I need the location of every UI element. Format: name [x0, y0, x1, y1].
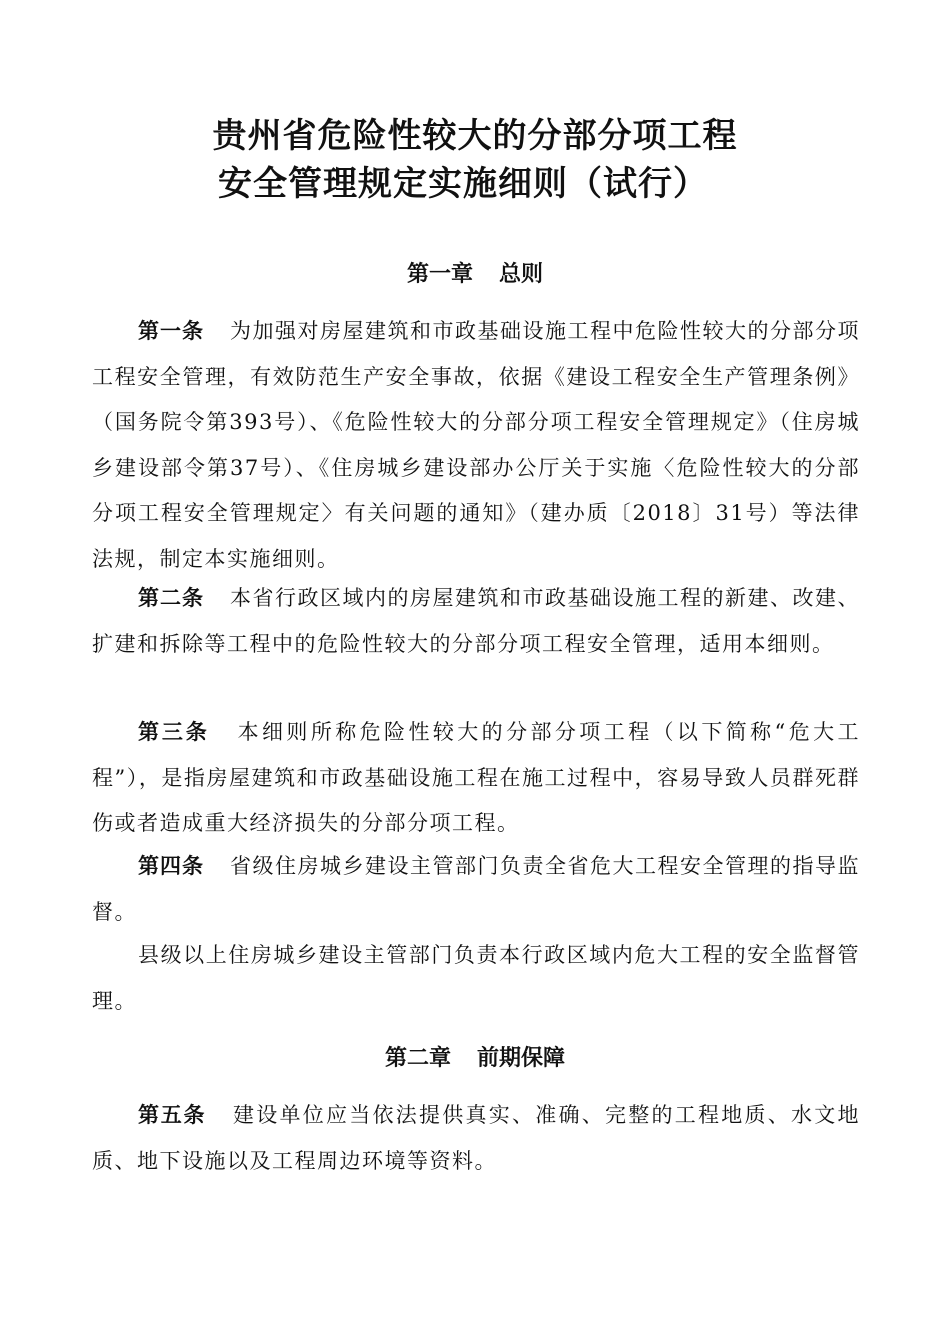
article-3: [92, 710, 860, 847]
article-1: [92, 309, 860, 582]
article-text: 省级住房城乡建设主管部门负责全省危大工程安全管理的指导监督。: [92, 854, 860, 924]
article-4: [92, 844, 860, 935]
article-text: 本细则所称危险性较大的分部分项工程（以下简称“危大工程”），是指房屋建筑和市政基础设施工程在施工过程中，容易导致人员群死群伤或者造成重大经济损失的分部分项工程。: [92, 720, 861, 835]
article-label: 第二条: [138, 586, 204, 610]
document-title-line-1: 贵州省危险性较大的分部分项工程: [212, 116, 738, 156]
article-text: 县级以上住房城乡建设主管部门负责本行政区域内危大工程的安全监督管理。: [92, 943, 860, 1013]
article-4-paragraph-2: [92, 933, 860, 1024]
article-label: 第三条: [138, 720, 210, 744]
article-label: 第五条: [138, 1103, 207, 1127]
article-text: 建设单位应当依法提供真实、准确、完整的工程地质、水文地质、地下设施以及工程周边环境等资料。: [92, 1103, 860, 1173]
article-text: 为加强对房屋建筑和市政基础设施工程中危险性较大的分部分项工程安全管理，有效防范生产安全事故，依据《建设工程安全生产管理条例》（国务院令第393号）、《危险性较大的分部分项工程安全管理规定》（住房城乡建设部令第37号）、《住房城乡建设部办公厅关于实施〈危险性较大的分部分项工程安全管理规定〉有关问题的通知》（建办质〔2018〕31号）等法律法规，制定本实施细则。: [92, 319, 860, 571]
document-title-line-2: 安全管理规定实施细则（试行）: [218, 164, 708, 204]
article-2: [92, 576, 860, 667]
article-label: 第一条: [138, 319, 204, 343]
chapter-heading-1: [0, 261, 950, 289]
article-5: [92, 1093, 860, 1184]
chapter-number: 第二章: [384, 1046, 451, 1071]
chapter-name: 前期保障: [477, 1046, 566, 1071]
chapter-number: 第一章: [406, 262, 473, 287]
article-label: 第四条: [138, 854, 204, 878]
chapter-heading-2: [0, 1045, 950, 1073]
chapter-name: 总则: [499, 262, 544, 287]
article-text: 本省行政区域内的房屋建筑和市政基础设施工程的新建、改建、扩建和拆除等工程中的危险性较大的分部分项工程安全管理，适用本细则。: [92, 586, 860, 656]
